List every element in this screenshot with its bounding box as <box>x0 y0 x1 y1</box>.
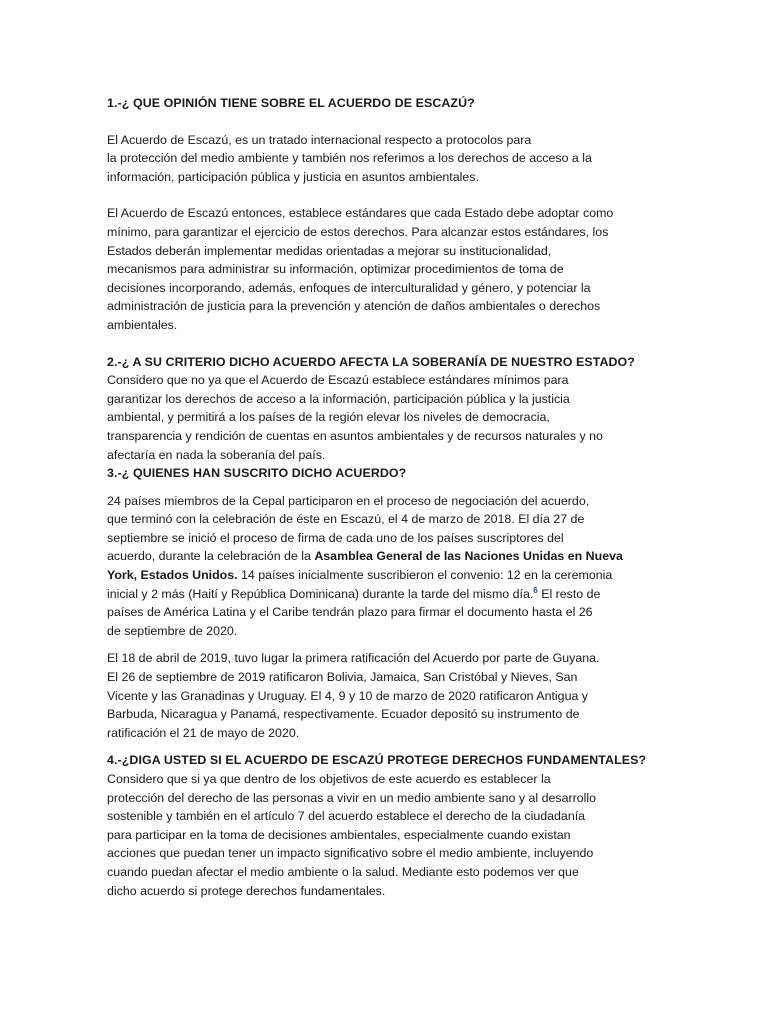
text-line: cuando puedan afectar el medio ambiente o la salud. Mediante esto podemos ver que <box>107 864 579 879</box>
text-line: 24 países miembros de la Cepal participaron en el proceso de negociación del acuerdo, <box>107 493 590 508</box>
text-line: El Acuerdo de Escazú entonces, establece estándares que cada Estado debe adoptar como <box>107 206 614 221</box>
text-line: la protección del medio ambiente y también nos referimos a los derechos de acceso a la <box>107 151 592 166</box>
text-line: afectaría en nada la soberanía del país. <box>107 447 326 462</box>
text-fragment: inicial y 2 más (Haití y República Dominicana) durante la tarde del mismo día. <box>107 586 534 601</box>
text-line <box>107 585 667 604</box>
text-fragment: 14 países inicialmente suscribieron el convenio: 12 en la ceremonia <box>237 568 613 583</box>
assembly-name-bold: Asamblea General de las Naciones Unidas en Nueva <box>314 549 623 564</box>
text-line: administración de justicia para la prevención y atención de daños ambientales o derechos <box>107 299 601 314</box>
text-line: decisiones incorporando, además, enfoques de interculturalidad y género, y potenciar la <box>107 280 591 295</box>
text-line: El 26 de septiembre de 2019 ratificaron Bolivia, Jamaica, San Cristóbal y Nieves, San <box>107 670 578 685</box>
section-2-heading: 2.-¿ A SU CRITERIO DICHO ACUERDO AFECTA LA SOBERANÍA DE NUESTRO ESTADO? <box>107 354 635 369</box>
text-line <box>107 566 667 585</box>
footnote-reference-link[interactable]: 6 <box>533 585 538 595</box>
text-line: países de América Latina y el Caribe tendrán plazo para firmar el documento hasta el 26 <box>107 605 593 620</box>
section-1-heading: 1.-¿ QUE OPINIÓN TIENE SOBRE EL ACUERDO DE ESCAZÚ? <box>107 96 475 110</box>
text-line: dicho acuerdo si protege derechos fundamentales. <box>107 883 386 898</box>
text-line: garantizar los derechos de acceso a la información, participación pública y la justicia <box>107 391 570 406</box>
text-line: de septiembre de 2020. <box>107 623 238 638</box>
text-line <box>107 547 667 566</box>
text-line: acciones que puedan tener un impacto significativo sobre el medio ambiente, incluyendo <box>107 846 594 861</box>
text-fragment: acuerdo, durante la celebración de la <box>107 549 315 564</box>
text-line: mínimo, para garantizar el ejercicio de estos derechos. Para alcanzar estos estándares, los <box>107 224 609 239</box>
text-line: ambientales. <box>107 317 178 332</box>
text-line: Estados deberán implementar medidas orientadas a mejorar su institucionalidad, <box>107 243 552 258</box>
section-4-heading: 4.-¿DIGA USTED SI EL ACUERDO DE ESCAZÚ PROTEGE DERECHOS FUNDAMENTALES? <box>107 753 647 768</box>
text-line: Vicente y las Granadinas y Uruguay. El 4, 9 y 10 de marzo de 2020 ratificaron Antigua y <box>107 688 588 703</box>
section-3-heading: 3.-¿ QUIENES HAN SUSCRITO DICHO ACUERDO? <box>107 466 407 481</box>
text-line: mecanismos para administrar su información, optimizar procedimientos de toma de <box>107 262 564 277</box>
document-body <box>107 94 667 900</box>
text-line: ambiental, y permitirá a los países de la región elevar los niveles de democracia, <box>107 410 550 425</box>
text-line: sostenible y también en el artículo 7 del acuerdo establece el derecho de la ciudadanía <box>107 809 586 824</box>
text-line: Barbuda, Nicaragua y Panamá, respectivamente. Ecuador depositó su instrumento de <box>107 707 580 722</box>
text-line: información, participación pública y justicia en asuntos ambientales. <box>107 169 479 184</box>
text-line: ratificación el 21 de mayo de 2020. <box>107 725 300 740</box>
text-line: transparencia y rendición de cuentas en asuntos ambientales y de recursos naturales y no <box>107 428 603 443</box>
text-line: septiembre se inició el proceso de firma de cada uno de los países suscriptores del <box>107 530 564 545</box>
text-line: El 18 de abril de 2019, tuvo lugar la primera ratificación del Acuerdo por parte de Guyana. <box>107 651 600 666</box>
assembly-location-bold: York, Estados Unidos. <box>107 568 238 583</box>
text-line: que terminó con la celebración de éste en Escazú, el 4 de marzo de 2018. El día 27 de <box>107 512 585 527</box>
text-line: para participar en la toma de decisiones ambientales, especialmente cuando existan <box>107 827 571 842</box>
text-line: Considero que no ya que el Acuerdo de Escazú establece estándares mínimos para <box>107 373 569 388</box>
text-fragment: El resto de <box>537 586 601 601</box>
text-line: Considero que si ya que dentro de los objetivos de este acuerdo es establecer la <box>107 772 551 786</box>
text-line: protección del derecho de las personas a vivir en un medio ambiente sano y al desarrollo <box>107 790 597 805</box>
text-line: El Acuerdo de Escazú, es un tratado internacional respecto a protocolos para <box>107 132 532 147</box>
